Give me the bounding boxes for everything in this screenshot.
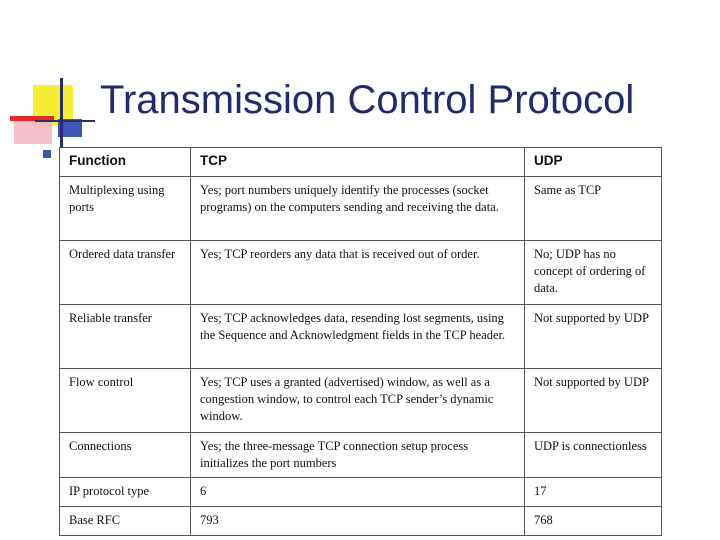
- cell-udp: 17: [525, 478, 662, 507]
- cell-tcp: 793: [191, 507, 525, 536]
- header-udp: UDP: [525, 148, 662, 177]
- cell-function: Multiplexing using ports: [60, 177, 191, 241]
- decorative-vertical-line: [60, 78, 63, 148]
- cell-function: Base RFC: [60, 507, 191, 536]
- header-tcp: TCP: [191, 148, 525, 177]
- cell-function: Reliable transfer: [60, 305, 191, 369]
- comparison-table: [59, 147, 662, 536]
- cell-udp: Not supported by UDP: [525, 369, 662, 433]
- table-row: [60, 478, 662, 507]
- table-header-row: [60, 148, 662, 177]
- cell-tcp: Yes; the three-message TCP connection setup process initializes the port numbers: [191, 433, 525, 478]
- cell-function: Connections: [60, 433, 191, 478]
- cell-tcp: Yes; TCP uses a granted (advertised) window, as well as a congestion window, to control each TCP sender’s dynamic window.: [191, 369, 525, 433]
- table-row: [60, 305, 662, 369]
- cell-udp: Same as TCP: [525, 177, 662, 241]
- cell-function: IP protocol type: [60, 478, 191, 507]
- cell-function: Flow control: [60, 369, 191, 433]
- slide-title: Transmission Control Protocol: [100, 78, 635, 122]
- table-row: [60, 241, 662, 305]
- decorative-pink-square: [14, 120, 52, 144]
- table-row: [60, 433, 662, 478]
- decorative-horizontal-line: [35, 120, 95, 122]
- cell-tcp: Yes; TCP acknowledges data, resending lost segments, using the Sequence and Acknowledgment fields in the TCP header.: [191, 305, 525, 369]
- cell-function: Ordered data transfer: [60, 241, 191, 305]
- cell-udp: UDP is connectionless: [525, 433, 662, 478]
- cell-udp: No; UDP has no concept of ordering of data.: [525, 241, 662, 305]
- table-row: [60, 177, 662, 241]
- bullet-square-icon: [43, 150, 51, 158]
- cell-udp: Not supported by UDP: [525, 305, 662, 369]
- table-row: [60, 507, 662, 536]
- cell-tcp: Yes; TCP reorders any data that is received out of order.: [191, 241, 525, 305]
- cell-tcp: 6: [191, 478, 525, 507]
- cell-udp: 768: [525, 507, 662, 536]
- table-row: [60, 369, 662, 433]
- cell-tcp: Yes; port numbers uniquely identify the processes (socket programs) on the computers sending and receiving the data.: [191, 177, 525, 241]
- header-function: Function: [60, 148, 191, 177]
